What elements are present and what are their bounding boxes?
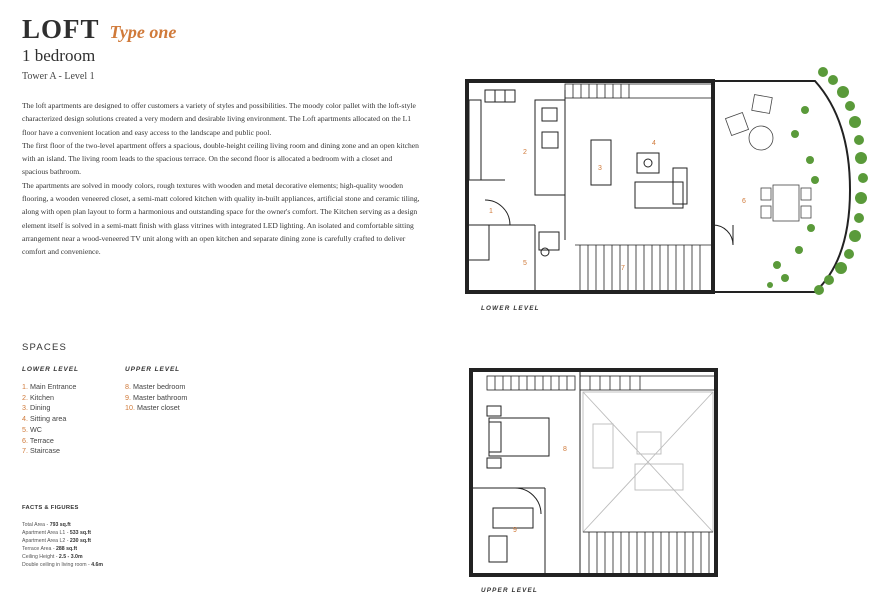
- wc-basin: [539, 232, 559, 250]
- lower-level-label: LOWER LEVEL: [481, 305, 540, 312]
- upper-level-list: [125, 382, 187, 414]
- coffee-table: [637, 153, 659, 173]
- spaces-heading: SPACES: [22, 342, 68, 353]
- room-number: 4: [652, 140, 656, 147]
- list-item: 5. WC: [22, 424, 42, 434]
- greenery-icon: [767, 67, 868, 295]
- lower-staircase: [575, 245, 713, 292]
- list-item: 3. Dining: [22, 403, 51, 413]
- room-number: 6: [742, 198, 746, 205]
- terrace-outline: [713, 81, 850, 292]
- upper-room-numbers: [513, 446, 567, 534]
- fact-row: Ceiling Height - 2.5 - 3.0m: [22, 554, 83, 561]
- description-block: [22, 99, 420, 259]
- list-item: 1. Main Entrance: [22, 382, 77, 391]
- upper-interior-lines: [471, 372, 580, 575]
- list-item: 8. Master bedroom: [125, 382, 186, 391]
- lower-level-floor-plan: [455, 60, 880, 320]
- page-title: [22, 14, 176, 45]
- room-number: 9: [513, 527, 517, 534]
- fact-row: Apartment Area L2 - 230 sq.ft: [22, 538, 91, 545]
- bedroom-count: 1 bedroom: [22, 46, 96, 65]
- facts-list: [22, 521, 103, 570]
- dining-table: [591, 140, 611, 185]
- kitchen-counter-left: [469, 100, 481, 180]
- list-item: 6. Terrace: [22, 435, 54, 445]
- list-item: 4. Sitting area: [22, 414, 67, 424]
- title-text: LOFT: [22, 14, 100, 44]
- fact-row: Apartment Area L1 - 533 sq.ft: [22, 530, 91, 537]
- room-number: 5: [523, 260, 527, 267]
- bed-icon: [489, 418, 549, 456]
- upper-level-floor-plan: [455, 360, 735, 585]
- description-paragraph: The first floor of the two-level apartment offers a spacious, double-height ceiling living room and dining zone and an open kitchen with an island. The living room leads to the spacious terrace. On the second floor is allocated a bedroom with a closet and spacious bathroom.: [22, 140, 419, 177]
- lower-level-heading: LOWER LEVEL: [22, 366, 79, 373]
- description-paragraph: The loft apartments are designed to offer customers a variety of styles and possibilities. The moody color pallet with the loft-style characterized design solutions created a very modern and desirable living environment. The Loft apartments allocated on the L1 floor have a convenient location and easy access to the landscape and public pool.: [22, 101, 416, 137]
- room-number: 8: [563, 446, 567, 453]
- list-item: 2. Kitchen: [22, 392, 54, 402]
- room-number: 3: [598, 165, 602, 172]
- type-label: Type one: [109, 22, 177, 42]
- upper-level-label: UPPER LEVEL: [481, 587, 538, 594]
- lower-level-list: [22, 382, 76, 457]
- fact-row: Double ceiling in living room - 4.6m: [22, 562, 104, 569]
- room-number: 7: [621, 265, 625, 272]
- list-item: 7. Staircase: [22, 446, 60, 456]
- upper-staircase: [583, 532, 713, 575]
- terrace-furniture: [725, 95, 811, 221]
- fact-row: Terrace Area - 288 sq.ft: [22, 546, 78, 553]
- upper-level-heading: UPPER LEVEL: [125, 366, 181, 373]
- tower-level: Tower A - Level 1: [22, 71, 95, 82]
- facts-heading: FACTS & FIGURES: [22, 505, 79, 511]
- upper-wardrobe: [487, 376, 716, 390]
- double-height-void: [583, 392, 713, 532]
- lower-interior-lines: [467, 81, 733, 292]
- vanity: [493, 508, 533, 528]
- list-item: 9. Master bathroom: [125, 392, 188, 402]
- room-number: 1: [489, 208, 493, 215]
- lower-room-numbers: [489, 140, 746, 272]
- lower-top-shelves: [565, 84, 713, 98]
- fact-row: Total Area - 793 sq.ft: [22, 522, 71, 528]
- shower: [489, 536, 507, 562]
- room-number: 2: [523, 149, 527, 156]
- description-paragraph: The apartments are solved in moody colors, rough textures with wooden and metal decorative elements; high-quality wooden flooring, a wooden veneered closet, a semi-matt colored kitchen with quality in-built appliances, artificial stone and ceramic tiling, along with open plan layout to form a harmonious and outstanding space for the owner's comfort. The Kitchen serving as a design element itself is solved in a semi-matt finish with glass vitrines with integrated LED lighting. An isolated and comfortable sitting arrangement near a wood-veneered TV unit along with an open kitchen and separate dining zone is carefully crafted to deliver comfort and convenience.: [22, 180, 420, 257]
- list-item: 10. Master closet: [125, 403, 180, 413]
- upper-outer-walls: [471, 370, 716, 575]
